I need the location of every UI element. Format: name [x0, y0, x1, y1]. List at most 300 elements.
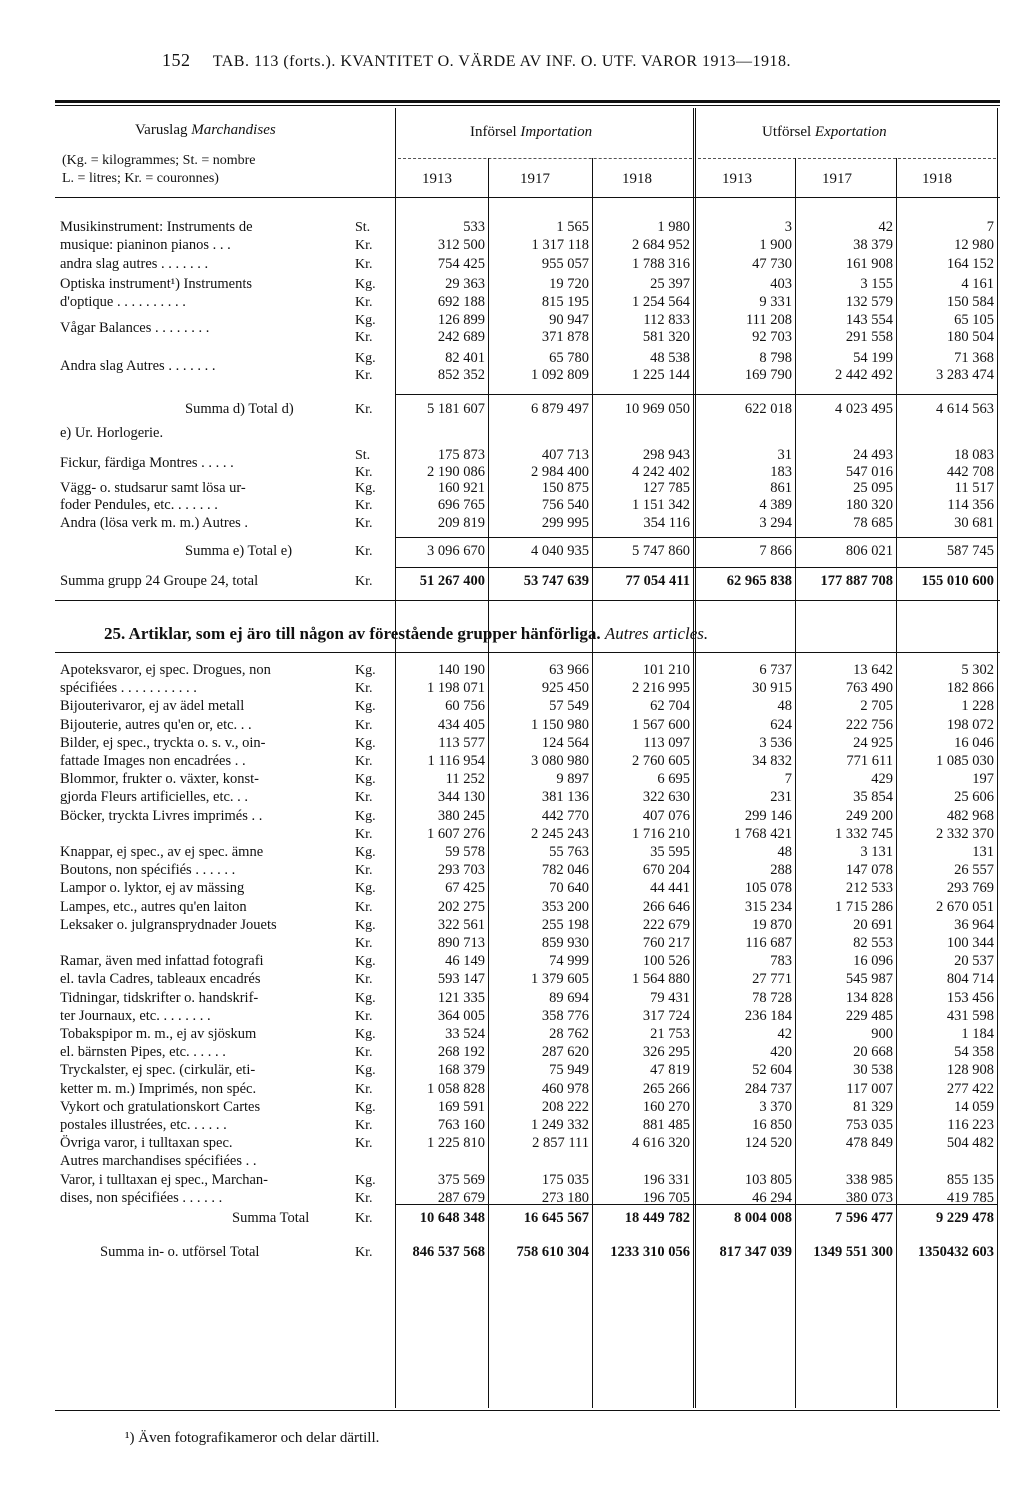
- table-cell: 25 606: [954, 789, 994, 805]
- table-cell: 1 116 954: [427, 753, 485, 769]
- table-cell: 1 788 316: [632, 256, 690, 272]
- table-cell: 545 987: [845, 971, 893, 987]
- table-cell: 622 018: [744, 401, 792, 417]
- table-cell: 9 897: [556, 771, 589, 787]
- table-cell: 287 620: [541, 1044, 589, 1060]
- table-cell: 62 704: [650, 698, 690, 714]
- row-label: Boutons, non spécifiés . . . . . .: [60, 862, 236, 878]
- row-unit: Kg.: [355, 1063, 376, 1078]
- header-dash-export: [698, 158, 996, 159]
- year-1918-import: 1918: [622, 171, 652, 187]
- table-cell: 593 147: [437, 971, 485, 987]
- row-unit: Kr.: [355, 1118, 373, 1133]
- table-cell: 4 023 495: [835, 401, 893, 417]
- table-cell: 229 485: [845, 1008, 893, 1024]
- page-number: 152: [162, 50, 191, 70]
- table-cell: 78 685: [853, 515, 893, 531]
- row-label: Andra slag Autres . . . . . . .: [60, 358, 216, 374]
- table-cell: 442 770: [541, 808, 589, 824]
- item-header-sv: Varuslag: [135, 122, 188, 138]
- table-cell: 31: [777, 447, 792, 463]
- table-cell: 90 947: [549, 312, 589, 328]
- row-unit: Kr.: [355, 754, 373, 769]
- table-cell: 10 648 348: [419, 1210, 485, 1226]
- row-unit: Kg.: [355, 809, 376, 824]
- table-cell: 1 150 980: [531, 717, 589, 733]
- table-cell: 1 058 828: [427, 1081, 485, 1097]
- table-cell: 1 228: [961, 698, 994, 714]
- table-cell: 42: [777, 1026, 792, 1042]
- table-cell: 624: [770, 717, 792, 733]
- table-cell: 5 747 860: [632, 543, 690, 559]
- table-cell: 212 533: [845, 880, 893, 896]
- table-cell: 547 016: [845, 464, 893, 480]
- table-cell: 82 553: [853, 935, 893, 951]
- row-label: fattade Images non encadrées . .: [60, 753, 246, 769]
- table-cell: 16 850: [752, 1117, 792, 1133]
- table-cell: 354 116: [643, 515, 690, 531]
- table-cell: 442 708: [946, 464, 994, 480]
- table-cell: 268 192: [437, 1044, 485, 1060]
- table-cell: 47 730: [752, 256, 792, 272]
- table-cell: 29 363: [445, 276, 485, 292]
- section-e-title: e) Ur. Horlogerie.: [60, 425, 164, 441]
- row-label: foder Pendules, etc. . . . . . .: [60, 497, 218, 513]
- row-label: musique: pianinon pianos . . .: [60, 237, 231, 253]
- table-cell: 1 565: [556, 219, 589, 235]
- row-unit: Kg.: [355, 772, 376, 787]
- table-cell: 101 210: [642, 662, 690, 678]
- table-cell: 116 687: [745, 935, 792, 951]
- table-cell: 3 155: [860, 276, 893, 292]
- table-cell: 175 035: [541, 1172, 589, 1188]
- table-cell: 1350432 603: [917, 1244, 994, 1260]
- row-unit: Kg.: [355, 918, 376, 933]
- table-cell: 47 819: [650, 1062, 690, 1078]
- col-rule-1: [488, 158, 489, 1408]
- table-cell: 27 771: [752, 971, 792, 987]
- table-cell: 75 949: [549, 1062, 589, 1078]
- table-cell: 358 776: [541, 1008, 589, 1024]
- row-label: d'optique . . . . . . . . . .: [60, 294, 186, 310]
- table-cell: 175 873: [437, 447, 485, 463]
- table-cell: 12 980: [954, 237, 994, 253]
- table-cell: 71 368: [954, 350, 994, 366]
- table-cell: 299 995: [541, 515, 589, 531]
- summa-d-rule: [395, 394, 997, 395]
- table-cell: 315 234: [744, 899, 792, 915]
- table-cell: 317 724: [642, 1008, 690, 1024]
- section-25-rule: [55, 600, 1000, 601]
- table-cell: 112 833: [643, 312, 690, 328]
- row-unit: Kr.: [355, 900, 373, 915]
- year-1913-export: 1913: [722, 171, 752, 187]
- table-cell: 478 849: [845, 1135, 893, 1151]
- table-cell: 344 130: [437, 789, 485, 805]
- table-cell: 353 200: [541, 899, 589, 915]
- table-cell: 1 980: [657, 219, 690, 235]
- table-cell: 1 607 276: [427, 826, 485, 842]
- row-label: Apoteksvaror, ej spec. Drogues, non: [60, 662, 271, 678]
- table-cell: 2 670 051: [936, 899, 994, 915]
- year-1917-import: 1917: [520, 171, 550, 187]
- row-label: Fickur, färdiga Montres . . . . .: [60, 455, 234, 471]
- row-label: Övriga varor, i tulltaxan spec.: [60, 1135, 233, 1151]
- table-cell: 28 762: [549, 1026, 589, 1042]
- summa-in-utforsel-label: Summa in- o. utförsel Total: [100, 1244, 260, 1260]
- table-cell: 24 925: [853, 735, 893, 751]
- col-rule-0: [395, 108, 396, 1408]
- table-cell: 231: [770, 789, 792, 805]
- col-rule-2: [592, 158, 593, 1408]
- export-header-fr: Exportation: [814, 124, 887, 140]
- table-cell: 38 379: [853, 237, 893, 253]
- table-cell: 855 135: [946, 1172, 994, 1188]
- row-unit: Kr.: [355, 295, 373, 310]
- col-rule-4: [795, 158, 796, 1408]
- table-cell: 147 078: [845, 862, 893, 878]
- table-cell: 21 753: [650, 1026, 690, 1042]
- table-cell: 46 149: [445, 953, 485, 969]
- row-label: Knappar, ej spec., av ej spec. ämne: [60, 844, 264, 860]
- table-cell: 2 442 492: [835, 367, 893, 383]
- table-cell: 57 549: [549, 698, 589, 714]
- table-cell: 852 352: [437, 367, 485, 383]
- row-unit: Kr.: [355, 516, 373, 531]
- table-cell: 1 249 332: [531, 1117, 589, 1133]
- table-cell: 6 879 497: [531, 401, 589, 417]
- table-cell: 1 567 600: [632, 717, 690, 733]
- table-cell: 431 598: [946, 1008, 994, 1024]
- table-cell: 326 295: [642, 1044, 690, 1060]
- table-cell: 322 630: [642, 789, 690, 805]
- export-header: [762, 124, 887, 141]
- table-cell: 177 887 708: [820, 573, 893, 589]
- row-label: Tobakspipor m. m., ej av sjöskum: [60, 1026, 257, 1042]
- row-unit: Kg.: [355, 845, 376, 860]
- row-label: Tryckalster, ej spec. (cirkulär, eti-: [60, 1062, 256, 1078]
- unit-note-2: L. = litres; Kr. = couronnes): [62, 171, 219, 186]
- row-label: Blommor, frukter o. växter, konst-: [60, 771, 259, 787]
- row-unit: Kr.: [355, 681, 373, 696]
- table-cell: 62 965 838: [726, 573, 792, 589]
- table-cell: 117 007: [846, 1081, 893, 1097]
- table-cell: 77 054 411: [625, 573, 690, 589]
- table-cell: 7 866: [759, 543, 792, 559]
- table-cell: 1 900: [759, 237, 792, 253]
- table-cell: 504 482: [946, 1135, 994, 1151]
- table-cell: 407 076: [642, 808, 690, 824]
- table-cell: 2 332 370: [936, 826, 994, 842]
- row-unit: Kr.: [355, 465, 373, 480]
- table-cell: 293 703: [437, 862, 485, 878]
- table-cell: 14 059: [954, 1099, 994, 1115]
- row-label: Ramar, även med infattad fotografi: [60, 953, 264, 969]
- table-cell: 1 768 421: [734, 826, 792, 842]
- top-rule-thin: [55, 105, 1000, 106]
- item-header-fr: Marchandises: [191, 122, 276, 138]
- table-cell: 63 966: [549, 662, 589, 678]
- row-unit: Kg.: [355, 663, 376, 678]
- table-cell: 2 245 243: [531, 826, 589, 842]
- table-cell: 89 694: [549, 990, 589, 1006]
- year-1918-export: 1918: [922, 171, 952, 187]
- table-cell: 273 180: [541, 1190, 589, 1206]
- table-cell: 754 425: [437, 256, 485, 272]
- row-unit: Kg.: [355, 954, 376, 969]
- table-cell: 817 347 039: [719, 1244, 792, 1260]
- row-label: Böcker, tryckta Livres imprimés . .: [60, 808, 263, 824]
- table-cell: 128 908: [946, 1062, 994, 1078]
- table-cell: 19 870: [752, 917, 792, 933]
- table-cell: 180 320: [845, 497, 893, 513]
- table-cell: 2 984 400: [531, 464, 589, 480]
- summa-grupp-24-label: Summa grupp 24 Groupe 24, total: [60, 573, 259, 589]
- table-cell: 26 557: [954, 862, 994, 878]
- table-cell: 242 689: [437, 329, 485, 345]
- table-cell: 124 520: [744, 1135, 792, 1151]
- table-cell: 3 283 474: [936, 367, 994, 383]
- table-cell: 2 857 111: [532, 1135, 589, 1151]
- table-cell: 1 184: [961, 1026, 994, 1042]
- table-cell: 806 021: [845, 543, 893, 559]
- summa-grupp-rule: [395, 567, 997, 568]
- row-unit: Kr.: [355, 1009, 373, 1024]
- table-cell: 19 720: [549, 276, 589, 292]
- row-unit: Kg.: [355, 313, 376, 328]
- table-cell: 763 160: [437, 1117, 485, 1133]
- table-cell: 20 537: [954, 953, 994, 969]
- table-cell: 1 151 342: [632, 497, 690, 513]
- table-cell: 371 878: [541, 329, 589, 345]
- row-unit: Kr.: [355, 863, 373, 878]
- row-unit: Kg.: [355, 481, 376, 496]
- table-cell: 763 490: [845, 680, 893, 696]
- table-cell: 587 745: [946, 543, 994, 559]
- table-cell: 298 943: [642, 447, 690, 463]
- row-unit: Kg.: [355, 351, 376, 366]
- row-label: spécifiées . . . . . . . . . . .: [60, 680, 197, 696]
- header-dash-import: [398, 158, 692, 159]
- table-cell: 7 596 477: [835, 1210, 893, 1226]
- table-cell: 925 450: [541, 680, 589, 696]
- table-cell: 92 703: [752, 329, 792, 345]
- table-cell: 277 422: [946, 1081, 994, 1097]
- table-cell: 169 790: [744, 367, 792, 383]
- table-cell: 35 595: [650, 844, 690, 860]
- table-cell: 134 828: [845, 990, 893, 1006]
- table-cell: 1233 310 056: [610, 1244, 690, 1260]
- table-cell: 4 389: [759, 497, 792, 513]
- table-cell: 9 229 478: [936, 1210, 994, 1226]
- row-unit: Kg.: [355, 991, 376, 1006]
- table-cell: 429: [871, 771, 893, 787]
- table-cell: 249 200: [845, 808, 893, 824]
- table-cell: 460 978: [541, 1081, 589, 1097]
- item-header: [135, 122, 276, 139]
- col-rule-6: [997, 108, 998, 1408]
- row-unit: Kr.: [355, 1082, 373, 1097]
- table-cell: 955 057: [541, 256, 589, 272]
- summa-d-label: Summa d) Total d): [185, 401, 294, 417]
- table-cell: 756 540: [541, 497, 589, 513]
- table-cell: 150 584: [946, 294, 994, 310]
- table-cell: 161 908: [845, 256, 893, 272]
- table-cell: 266 646: [642, 899, 690, 915]
- row-unit: Kg.: [355, 1100, 376, 1115]
- page-header: [162, 50, 962, 71]
- table-cell: 160 270: [642, 1099, 690, 1115]
- table-cell: 70 640: [549, 880, 589, 896]
- header-bottom-rule: [55, 197, 1000, 198]
- row-unit: Kr.: [355, 257, 373, 272]
- table-cell: 4 614 563: [936, 401, 994, 417]
- row-unit: St.: [355, 220, 371, 235]
- table-cell: 846 537 568: [412, 1244, 485, 1260]
- table-cell: 5 302: [961, 662, 994, 678]
- table-cell: 127 785: [642, 480, 690, 496]
- table-cell: 34 832: [752, 753, 792, 769]
- table-cell: 13 642: [853, 662, 893, 678]
- row-label: Varor, i tulltaxan ej spec., Marchan-: [60, 1172, 268, 1188]
- table-cell: 299 146: [744, 808, 792, 824]
- table-cell: 2 760 605: [632, 753, 690, 769]
- table-cell: 48 538: [650, 350, 690, 366]
- table-cell: 160 921: [437, 480, 485, 496]
- table-cell: 815 195: [541, 294, 589, 310]
- table-cell: 3 370: [759, 1099, 792, 1115]
- table-cell: 53 747 639: [523, 573, 589, 589]
- table-cell: 198 072: [946, 717, 994, 733]
- row-unit: Kr.: [355, 330, 373, 345]
- table-cell: 100 344: [946, 935, 994, 951]
- table-cell: 196 331: [642, 1172, 690, 1188]
- table-cell: 169 591: [437, 1099, 485, 1115]
- col-rule-3: [693, 108, 696, 1408]
- row-unit: Kg.: [355, 699, 376, 714]
- table-cell: 7: [986, 219, 994, 235]
- row-label: Autres marchandises spécifiées . .: [60, 1153, 257, 1169]
- table-cell: 111 208: [745, 312, 792, 328]
- table-cell: 5 181 607: [427, 401, 485, 417]
- table-cell: 1 379 605: [531, 971, 589, 987]
- table-cell: 284 737: [744, 1081, 792, 1097]
- row-unit: Kr.: [355, 790, 373, 805]
- table-cell: 182 866: [946, 680, 994, 696]
- row-unit: St.: [355, 448, 371, 463]
- row-unit: Kr.: [355, 1136, 373, 1151]
- table-cell: 164 152: [946, 256, 994, 272]
- row-unit: Kr.: [355, 498, 373, 513]
- table-cell: 121 335: [437, 990, 485, 1006]
- table-cell: 434 405: [437, 717, 485, 733]
- table-cell: 2 190 086: [427, 464, 485, 480]
- table-cell: 407 713: [541, 447, 589, 463]
- table-cell: 132 579: [845, 294, 893, 310]
- footnote: ¹) Även fotografikameror och delar därtill.: [125, 1430, 380, 1446]
- summa-total-unit: Kr.: [355, 1211, 373, 1226]
- table-cell: 1 716 210: [632, 826, 690, 842]
- table-cell: 4 161: [961, 276, 994, 292]
- row-label: Lampes, etc., autres qu'en laiton: [60, 899, 247, 915]
- table-cell: 82 401: [445, 350, 485, 366]
- table-cell: 1 332 745: [835, 826, 893, 842]
- table-cell: 692 188: [437, 294, 485, 310]
- export-header-sv: Utförsel: [762, 124, 812, 140]
- table-cell: 255 198: [541, 917, 589, 933]
- unit-note-1: (Kg. = kilogrammes; St. = nombre: [62, 153, 256, 168]
- table-cell: 18 083: [954, 447, 994, 463]
- table-cell: 8 798: [759, 350, 792, 366]
- table-cell: 100 526: [642, 953, 690, 969]
- table-cell: 861: [770, 480, 792, 496]
- table-cell: 3 096 670: [427, 543, 485, 559]
- table-cell: 59 578: [445, 844, 485, 860]
- table-cell: 197: [972, 771, 994, 787]
- row-unit: Kg.: [355, 881, 376, 896]
- table-cell: 33 524: [445, 1026, 485, 1042]
- top-rule: [55, 100, 1000, 103]
- table-cell: 381 136: [541, 789, 589, 805]
- section-25-title-fr: Autres articles.: [604, 624, 709, 643]
- row-unit: Kr.: [355, 238, 373, 253]
- table-cell: 4 616 320: [632, 1135, 690, 1151]
- table-cell: 8 004 008: [734, 1210, 792, 1226]
- table-cell: 670 204: [642, 862, 690, 878]
- row-label: gjorda Fleurs artificielles, etc. . .: [60, 789, 249, 805]
- table-cell: 2 705: [860, 698, 893, 714]
- row-unit: Kr.: [355, 972, 373, 987]
- table-cell: 2 684 952: [632, 237, 690, 253]
- row-unit: Kg.: [355, 736, 376, 751]
- table-cell: 16 046: [954, 735, 994, 751]
- table-cell: 783: [770, 953, 792, 969]
- table-cell: 196 705: [642, 1190, 690, 1206]
- summa-grupp-24-unit: Kr.: [355, 574, 373, 589]
- row-unit: Kr.: [355, 827, 373, 842]
- row-unit: Kg.: [355, 277, 376, 292]
- table-cell: 44 441: [650, 880, 690, 896]
- row-label: Andra (lösa verk m. m.) Autres .: [60, 515, 249, 531]
- table-cell: 3 294: [759, 515, 792, 531]
- table-cell: 1 092 809: [531, 367, 589, 383]
- table-cell: 124 564: [541, 735, 589, 751]
- table-cell: 338 985: [845, 1172, 893, 1188]
- table-cell: 208 222: [541, 1099, 589, 1115]
- table-cell: 6 695: [657, 771, 690, 787]
- row-label: andra slag autres . . . . . . .: [60, 256, 209, 272]
- table-cell: 78 728: [752, 990, 792, 1006]
- row-label: postales illustrées, etc. . . . . .: [60, 1117, 227, 1133]
- table-cell: 113 577: [438, 735, 485, 751]
- section-25-title: [104, 624, 708, 644]
- table-cell: 322 561: [437, 917, 485, 933]
- row-unit: Kg.: [355, 1173, 376, 1188]
- summa-total-rule: [395, 1204, 997, 1205]
- import-header-fr: Importation: [520, 124, 593, 140]
- col-rule-5: [896, 158, 897, 1408]
- table-cell: 380 245: [437, 808, 485, 824]
- table-cell: 131: [972, 844, 994, 860]
- table-cell: 2 216 995: [632, 680, 690, 696]
- year-1917-export: 1917: [822, 171, 852, 187]
- table-cell: 180 504: [946, 329, 994, 345]
- table-cell: 420: [770, 1044, 792, 1060]
- table-cell: 758 610 304: [516, 1244, 589, 1260]
- row-unit: Kr.: [355, 1045, 373, 1060]
- table-cell: 403: [770, 276, 792, 292]
- table-cell: 20 691: [853, 917, 893, 933]
